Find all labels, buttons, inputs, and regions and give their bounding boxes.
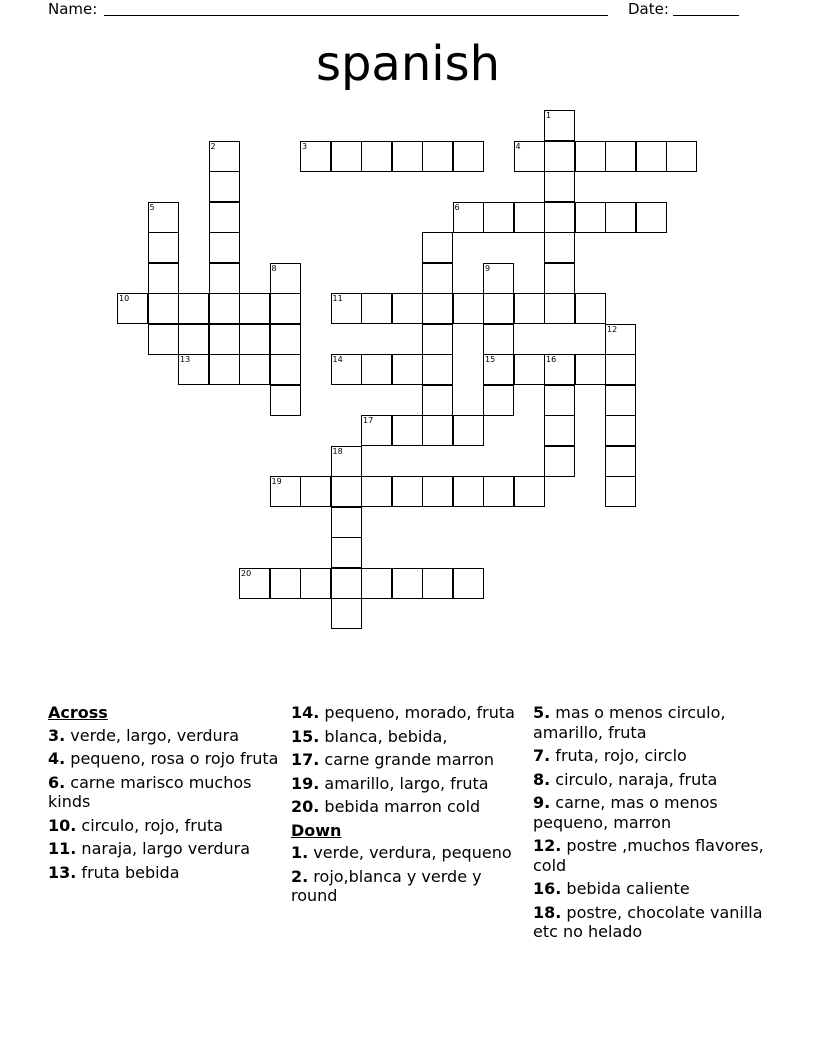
clue-number: 14 xyxy=(332,355,343,364)
grid-cell[interactable] xyxy=(148,293,179,324)
clue-item-number: 8. xyxy=(533,769,551,789)
grid-cell[interactable] xyxy=(605,476,636,507)
grid-cell[interactable] xyxy=(544,141,575,172)
clue-item-number: 6. xyxy=(48,772,66,792)
date-label: Date: xyxy=(628,0,669,18)
grid-cell[interactable] xyxy=(636,202,667,233)
clue-item-text: fruta, rojo, circlo xyxy=(550,746,687,765)
grid-cell[interactable] xyxy=(361,354,392,385)
clue-item-number: 3. xyxy=(48,725,66,745)
grid-cell[interactable] xyxy=(605,141,636,172)
grid-cell[interactable] xyxy=(361,293,392,324)
clue-number: 8 xyxy=(271,263,277,273)
grid-cell[interactable] xyxy=(422,354,453,385)
clue-number: 3 xyxy=(302,141,308,151)
grid-cell[interactable] xyxy=(392,141,423,172)
grid-cell[interactable] xyxy=(331,293,362,324)
clue-item xyxy=(533,746,773,766)
grid-cell[interactable] xyxy=(453,141,484,172)
grid-cell[interactable] xyxy=(270,385,301,416)
clue-item xyxy=(48,773,288,812)
grid-cell[interactable] xyxy=(148,202,179,233)
clue-item xyxy=(48,839,288,859)
grid-cell[interactable] xyxy=(300,141,331,172)
clue-item-number: 14. xyxy=(291,703,320,722)
grid-cell[interactable] xyxy=(575,202,606,233)
grid-cell[interactable] xyxy=(300,476,331,507)
grid-cell[interactable] xyxy=(544,202,575,233)
clue-item xyxy=(291,750,531,770)
clue-item-number: 9. xyxy=(533,793,551,812)
clue-item-text: pequeno, morado, fruta xyxy=(319,703,515,722)
grid-cell[interactable] xyxy=(575,141,606,172)
grid-cell[interactable] xyxy=(239,324,270,355)
clue-item-number: 5. xyxy=(533,703,551,722)
grid-cell[interactable] xyxy=(270,568,301,599)
grid-cell[interactable] xyxy=(209,171,240,202)
clue-number: 12 xyxy=(607,324,618,334)
clue-item xyxy=(291,797,531,817)
grid-cell[interactable] xyxy=(270,324,301,355)
grid-cell[interactable] xyxy=(331,141,362,172)
grid-cell[interactable] xyxy=(270,476,301,507)
clue-item xyxy=(291,727,531,747)
clue-item-text: circulo, rojo, fruta xyxy=(76,815,224,835)
grid-cell[interactable] xyxy=(605,415,636,446)
grid-cell[interactable] xyxy=(544,171,575,202)
grid-cell[interactable] xyxy=(422,415,453,446)
grid-cell[interactable] xyxy=(575,293,606,324)
grid-cell[interactable] xyxy=(483,324,514,355)
grid-cell[interactable] xyxy=(514,354,545,385)
clue-item-number: 16. xyxy=(533,879,562,898)
grid-cell[interactable] xyxy=(361,415,392,446)
clue-number: 15 xyxy=(485,355,496,364)
clue-item-text: carne marisco muchos kinds xyxy=(48,772,252,811)
grid-cell[interactable] xyxy=(148,263,179,294)
clue-item-number: 13. xyxy=(48,862,77,882)
clue-item-text: carne, mas o menos pequeno, marron xyxy=(533,793,718,832)
grid-cell[interactable] xyxy=(331,507,362,538)
grid-cell[interactable] xyxy=(239,293,270,324)
clue-item-text: rojo,blanca y verde y round xyxy=(291,866,482,905)
grid-cell[interactable] xyxy=(392,415,423,446)
clue-item xyxy=(291,843,531,863)
clue-number: 19 xyxy=(271,477,282,486)
clue-item-text: bebida caliente xyxy=(561,879,690,898)
grid-cell[interactable] xyxy=(239,568,270,599)
grid-cell[interactable] xyxy=(422,324,453,355)
clue-number: 11 xyxy=(332,294,343,303)
clue-number: 4 xyxy=(515,141,521,151)
grid-cell[interactable] xyxy=(422,568,453,599)
clue-number: 9 xyxy=(485,263,491,273)
clue-item-number: 15. xyxy=(291,726,320,746)
grid-cell[interactable] xyxy=(148,324,179,355)
grid-cell[interactable] xyxy=(361,476,392,507)
clue-item xyxy=(533,836,773,875)
clue-item-text: postre, chocolate vanilla etc no helado xyxy=(533,902,763,941)
clue-item xyxy=(48,816,288,836)
grid-cell[interactable] xyxy=(209,293,240,324)
clue-item-number: 10. xyxy=(48,815,77,835)
grid-cell[interactable] xyxy=(270,354,301,385)
clue-item xyxy=(533,770,773,790)
grid-cell[interactable] xyxy=(483,476,514,507)
grid-cell[interactable] xyxy=(605,385,636,416)
page-title: spanish xyxy=(315,36,501,92)
clue-number: 6 xyxy=(454,202,460,212)
grid-cell[interactable] xyxy=(331,537,362,568)
clue-number: 13 xyxy=(180,355,191,364)
grid-cell[interactable] xyxy=(514,202,545,233)
grid-cell[interactable] xyxy=(331,446,362,477)
grid-cell[interactable] xyxy=(331,476,362,507)
clue-item xyxy=(533,703,773,742)
grid-cell[interactable] xyxy=(544,446,575,477)
clue-item-text: mas o menos circulo, amarillo, fruta xyxy=(533,703,726,742)
grid-cell[interactable] xyxy=(514,141,545,172)
clue-column-1 xyxy=(48,703,288,886)
clue-item-number: 1. xyxy=(291,843,309,862)
grid-cell[interactable] xyxy=(422,385,453,416)
grid-cell[interactable] xyxy=(117,293,148,324)
grid-cell[interactable] xyxy=(544,415,575,446)
grid-cell[interactable] xyxy=(148,232,179,263)
grid-cell[interactable] xyxy=(514,476,545,507)
grid-cell[interactable] xyxy=(392,293,423,324)
grid-cell[interactable] xyxy=(636,141,667,172)
clue-column-3 xyxy=(533,703,773,946)
grid-cell[interactable] xyxy=(209,141,240,172)
grid-cell[interactable] xyxy=(605,446,636,477)
grid-cell[interactable] xyxy=(544,110,575,141)
across-heading: Across xyxy=(48,703,108,722)
clue-number: 17 xyxy=(363,416,374,425)
clue-item-text: fruta bebida xyxy=(76,862,180,882)
clue-item xyxy=(48,749,288,769)
grid-cell[interactable] xyxy=(392,568,423,599)
grid-cell[interactable] xyxy=(514,293,545,324)
grid-cell[interactable] xyxy=(209,324,240,355)
clue-number: 1 xyxy=(546,111,552,120)
grid-cell[interactable] xyxy=(453,476,484,507)
grid-cell[interactable] xyxy=(483,293,514,324)
grid-cell[interactable] xyxy=(544,293,575,324)
clue-item-text: bebida marron cold xyxy=(319,797,481,816)
clue-item-number: 17. xyxy=(291,750,320,769)
clue-number: 2 xyxy=(210,141,216,151)
grid-cell[interactable] xyxy=(453,202,484,233)
grid-cell[interactable] xyxy=(331,568,362,599)
grid-cell[interactable] xyxy=(575,354,606,385)
grid-cell[interactable] xyxy=(209,263,240,294)
clue-item-number: 2. xyxy=(291,866,309,886)
clue-number: 10 xyxy=(119,294,130,303)
grid-cell[interactable] xyxy=(300,568,331,599)
grid-cell[interactable] xyxy=(544,232,575,263)
grid-cell[interactable] xyxy=(544,385,575,416)
clue-item-number: 7. xyxy=(533,746,551,765)
clue-item-number: 18. xyxy=(533,902,562,922)
clue-item-number: 4. xyxy=(48,749,66,768)
grid-cell[interactable] xyxy=(483,354,514,385)
grid-cell[interactable] xyxy=(666,141,697,172)
grid-cell[interactable] xyxy=(544,354,575,385)
grid-cell[interactable] xyxy=(209,354,240,385)
grid-cell[interactable] xyxy=(392,354,423,385)
clue-column-2 xyxy=(291,703,531,910)
grid-cell[interactable] xyxy=(605,354,636,385)
clue-item-text: verde, largo, verdura xyxy=(65,725,240,745)
grid-cell[interactable] xyxy=(422,141,453,172)
clue-item xyxy=(48,863,288,883)
clue-item-number: 11. xyxy=(48,839,77,858)
clue-number: 16 xyxy=(546,355,557,364)
clue-item-text: naraja, largo verdura xyxy=(76,839,251,858)
grid-cell[interactable] xyxy=(544,263,575,294)
grid-cell[interactable] xyxy=(178,354,209,385)
grid-cell[interactable] xyxy=(483,385,514,416)
clue-item xyxy=(533,793,773,832)
grid-cell[interactable] xyxy=(453,568,484,599)
grid-cell[interactable] xyxy=(209,232,240,263)
clue-number: 20 xyxy=(241,568,252,578)
clue-item-text: verde, verdura, pequeno xyxy=(308,843,512,862)
grid-cell[interactable] xyxy=(178,324,209,355)
grid-cell[interactable] xyxy=(483,202,514,233)
grid-cell[interactable] xyxy=(453,293,484,324)
clue-item-text: blanca, bebida, xyxy=(319,726,448,746)
grid-cell[interactable] xyxy=(422,476,453,507)
clue-number: 18 xyxy=(332,446,343,456)
clue-item-text: circulo, naraja, fruta xyxy=(550,769,718,789)
clue-item-text: pequeno, rosa o rojo fruta xyxy=(65,749,279,768)
grid-cell[interactable] xyxy=(422,232,453,263)
grid-cell[interactable] xyxy=(331,354,362,385)
grid-cell[interactable] xyxy=(361,141,392,172)
clue-item-text: carne grande marron xyxy=(319,750,495,769)
grid-cell[interactable] xyxy=(361,568,392,599)
grid-cell[interactable] xyxy=(270,293,301,324)
clue-item xyxy=(48,726,288,746)
grid-cell[interactable] xyxy=(483,263,514,294)
clue-item-number: 20. xyxy=(291,797,320,816)
clue-item xyxy=(533,879,773,899)
clue-item xyxy=(291,703,531,723)
grid-cell[interactable] xyxy=(392,476,423,507)
clue-item-number: 19. xyxy=(291,773,320,793)
down-heading: Down xyxy=(291,820,342,840)
grid-cell[interactable] xyxy=(239,354,270,385)
clue-item xyxy=(533,903,773,942)
grid-cell[interactable] xyxy=(605,324,636,355)
grid-cell[interactable] xyxy=(453,415,484,446)
grid-cell[interactable] xyxy=(209,202,240,233)
grid-cell[interactable] xyxy=(178,293,209,324)
clue-item-text: amarillo, largo, fruta xyxy=(319,773,489,793)
grid-cell[interactable] xyxy=(422,293,453,324)
clue-item-text: postre ,muchos flavores, cold xyxy=(533,836,764,875)
clue-item-number: 12. xyxy=(533,836,562,855)
clue-number: 5 xyxy=(149,202,155,212)
name-label: Name: xyxy=(48,0,98,18)
grid-cell[interactable] xyxy=(270,263,301,294)
grid-cell[interactable] xyxy=(605,202,636,233)
grid-cell[interactable] xyxy=(422,263,453,294)
grid-cell[interactable] xyxy=(331,598,362,629)
clue-item xyxy=(291,867,531,906)
clue-item xyxy=(291,774,531,794)
